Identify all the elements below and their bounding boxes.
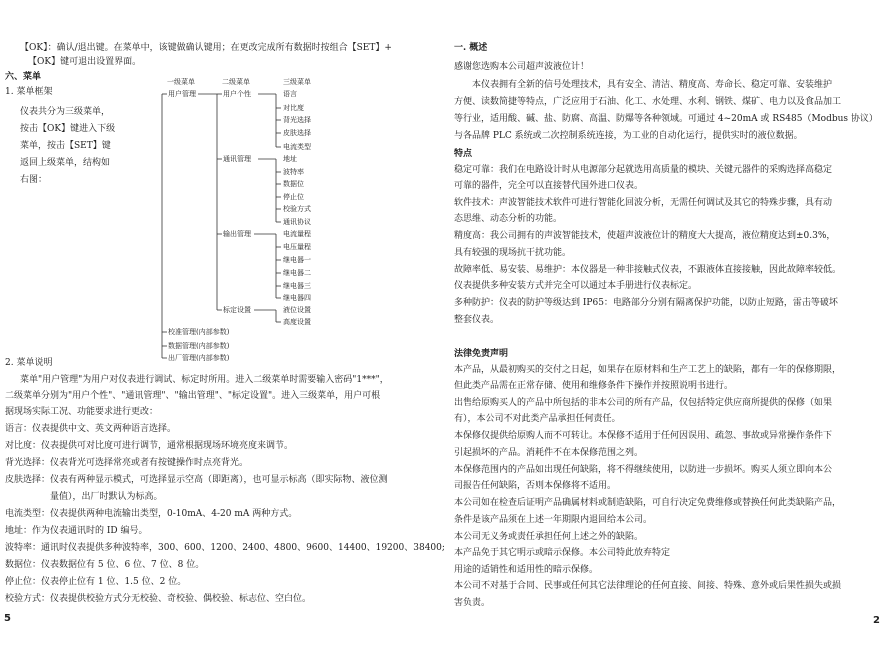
tree-leaf: 对比度 bbox=[283, 104, 304, 112]
paragraph-line: 背光选择：仪表背光可选择常亮或者有按键操作时点亮背光。 bbox=[5, 458, 249, 468]
paragraph-line: 地址：作为仪表通讯时的 ID 编号。 bbox=[5, 526, 148, 536]
tree-leaf: 继电器二 bbox=[283, 269, 311, 277]
tree-leaf: 皮肤选择 bbox=[283, 129, 311, 137]
paragraph-line: 感谢您选购本公司超声波液位计！ bbox=[454, 62, 590, 72]
tree-leaf: 电流量程 bbox=[283, 230, 311, 238]
paragraph-line: 可靠的器件，完全可以直接替代国外进口仪表。 bbox=[454, 181, 644, 191]
paragraph-line: 稳定可靠：我们在电路设计时从电源部分起就选用高质量的模块、关键元器件的采购选择高稳定 bbox=[454, 165, 833, 175]
paragraph-line: 语言：仪表提供中文、英文两种语言选择。 bbox=[5, 424, 177, 434]
paragraph-line: 害负责。 bbox=[454, 598, 491, 608]
paragraph-line: 本保修范围内的产品如出现任何缺陷，将不得继续使用，以防进一步损坏。购买人须立即向本公 bbox=[454, 465, 833, 475]
right-page bbox=[446, 0, 893, 668]
ok-key-description: 【OK】：确认/退出键。在菜单中，该键做确认键用；在更改完成所有数据时按组合【SET】+ bbox=[20, 43, 392, 53]
tree-header-level1: 一级菜单 bbox=[167, 78, 195, 86]
tree-leaf: 通讯协议 bbox=[283, 218, 311, 226]
tree-leaf: 电压量程 bbox=[283, 243, 311, 251]
paragraph-line: 精度高：我公司拥有的声波智能技术，使超声波液位计的精度大大提高，液位精度达到±0.3%， bbox=[454, 231, 836, 241]
paragraph-line: 本保修仅提供给原购人而不可转让。本保修不适用于任何因误用、疏忽、事故或异常操作条件下 bbox=[454, 431, 833, 441]
tree-leaf: 继电器四 bbox=[283, 294, 311, 302]
paragraph-line: 量值），出厂时默认为标高。 bbox=[50, 492, 163, 502]
tree-leaf: 液位设置 bbox=[283, 306, 311, 314]
tree-node-factory-management: 出厂管理(内部参数) bbox=[168, 354, 230, 362]
paragraph-line: 但此类产品需在正常存储、使用和维修条件下操作并按照说明书进行。 bbox=[454, 381, 734, 391]
paragraph-line: 本公司不对基于合同、民事或任何其它法律理论的任何直接、间接、特殊、意外或后果性损失或损 bbox=[454, 581, 842, 591]
paragraph-line: 菜单"用户管理"为用户对仪表进行调试、标定时所用。进入二级菜单时需要输入密码"1***"， bbox=[20, 375, 389, 385]
tree-header-level2: 二级菜单 bbox=[222, 78, 250, 86]
tree-node-output-management: 输出管理 bbox=[223, 230, 251, 238]
menu-description-title: 2. 菜单说明 bbox=[5, 358, 53, 368]
paragraph-line: 有），本公司不对此类产品承担任何责任。 bbox=[454, 414, 621, 424]
tree-leaf: 继电器一 bbox=[283, 256, 311, 264]
paragraph-line: 据现场实际工况、功能要求进行更改： bbox=[5, 407, 159, 417]
paragraph-line: 多种防护：仪表的防护等级达到 IP65：电路部分分别有隔离保护功能，以防止短路，雷击等破坏 bbox=[454, 298, 838, 308]
tree-leaf: 高度设置 bbox=[283, 318, 311, 326]
paragraph-line: 本产品免于其它明示或暗示保修。本公司特此放弃特定 bbox=[454, 548, 671, 558]
paragraph-line: 出售给原购买人的产品中所包括的非本公司的所有产品，仅包括特定供应商所提供的保修（如果 bbox=[454, 398, 833, 408]
tree-leaf: 校验方式 bbox=[283, 205, 311, 213]
paragraph-line: 对比度：仪表提供可对比度可进行调节，通常根据现场环境亮度来调节。 bbox=[5, 441, 294, 451]
paragraph-line: 本公司无义务或责任承担任何上述之外的缺陷。 bbox=[454, 532, 644, 542]
paragraph-line: 与各品牌 PLC 系统或二次控制系统连接，为工业的自动化运行，提供实时的液位数据。 bbox=[454, 131, 803, 141]
menu-tree-connectors bbox=[0, 0, 446, 380]
tree-leaf: 语言 bbox=[283, 90, 297, 98]
legal-disclaimer-title: 法律免责声明 bbox=[454, 349, 509, 359]
tree-leaf: 继电器三 bbox=[283, 282, 311, 290]
menu-framework-title: 1. 菜单框架 bbox=[5, 87, 53, 97]
tree-leaf: 波特率 bbox=[283, 168, 304, 176]
paragraph-line: 整套仪表。 bbox=[454, 315, 500, 325]
paragraph-line: 具有较强的现场抗干扰功能。 bbox=[454, 248, 572, 258]
ok-key-description-cont: 【OK】键可退出设置界面。 bbox=[28, 57, 142, 67]
overview-title: 一. 概述 bbox=[454, 43, 488, 53]
paragraph-line: 等行业，适用酸、碱、盐、防腐、高温、防爆等各种领域。可通过 4~20mA 或 RS485（Modbus 协议） bbox=[454, 114, 878, 124]
paragraph-line: 故障率低、易安装、易维护：本仪器是一种非接触式仪表，不跟液体直接接触，因此故障率较低。 bbox=[454, 265, 842, 275]
paragraph-line: 二级菜单分别为"用户个性"、"通讯管理"、"输出管理"、"标定设置"。进入三级菜单，用户可根 bbox=[5, 391, 381, 401]
tree-node-calibration-management: 校准管理(内部参数) bbox=[168, 328, 230, 336]
tree-leaf: 数据位 bbox=[283, 180, 304, 188]
paragraph-line: 条件是该产品须在上述一年期限内退回给本公司。 bbox=[454, 515, 653, 525]
section-title-menu: 六、菜单 bbox=[5, 72, 42, 82]
paragraph-line: 数据位：仪表数据位有 5 位、6 位、7 位、8 位。 bbox=[5, 560, 205, 570]
tree-node-calibration-setting: 标定设置 bbox=[223, 306, 251, 314]
paragraph-line: 本公司如在检查后证明产品确属材料或制造缺陷，可自行决定免费维修或替换任何此类缺陷产品， bbox=[454, 498, 842, 508]
tree-node-data-management: 数据管理(内部参数) bbox=[168, 342, 230, 350]
tree-header-level3: 三级菜单 bbox=[283, 78, 311, 86]
paragraph-line: 本产品，从最初购买的交付之日起，如果存在原材料和生产工艺上的缺陷，都有一年的保修期限， bbox=[454, 365, 842, 375]
tree-node-user-management: 用户管理 bbox=[168, 90, 196, 98]
paragraph-line: 皮肤选择：仪表有两种显示模式，可选择显示空高（即距离），也可显示标高（即实际物、液位测 bbox=[5, 475, 388, 485]
paragraph-line: 软件技术：声波智能技术软件可进行智能化回波分析，无需任何调试及其它的特殊步骤，具有动 bbox=[454, 198, 833, 208]
tree-leaf: 地址 bbox=[283, 155, 297, 163]
paragraph-line: 停止位：仪表停止位有 1 位、1.5 位、2 位。 bbox=[5, 577, 187, 587]
paragraph-line: 用途的适销性和适用性的暗示保修。 bbox=[454, 565, 599, 575]
features-title: 特点 bbox=[454, 149, 473, 159]
tree-leaf: 停止位 bbox=[283, 193, 304, 201]
paragraph-line: 方便、读数简捷等特点，广泛应用于石油、化工、水处理、水利、钢铁、煤矿、电力以及食品加工 bbox=[454, 97, 842, 107]
left-page bbox=[0, 0, 446, 668]
page-number: 5 bbox=[4, 613, 11, 624]
tree-node-comm-management: 通讯管理 bbox=[223, 155, 251, 163]
paragraph-line: 电流类型：仪表提供两种电流输出类型，0-10mA、4-20 mA 两种方式。 bbox=[5, 509, 298, 519]
tree-leaf: 背光选择 bbox=[283, 116, 311, 124]
paragraph-line: 校验方式：仪表提供校验方式分无校验、奇校验、偶校验、标志位、空白位。 bbox=[5, 594, 312, 604]
paragraph-line: 仪表提供多种安装方式并完全可以通过本手册进行仪表标定。 bbox=[454, 281, 698, 291]
paragraph-line: 波特率：通讯时仪表提供多种波特率，300、600、1200、2400、4800、9600、14400、19200、38400; bbox=[5, 543, 445, 553]
paragraph-line: 态思维、动态分析的功能。 bbox=[454, 214, 563, 224]
paragraph-line: 本仪表拥有全新的信号处理技术，具有安全、清洁、精度高、寿命长、稳定可靠、安装维护 bbox=[472, 80, 833, 90]
menu-framework-text: 仪表共分为三级菜单， 按击【OK】键进入下级 菜单，按击【SET】键 返回上级菜单，结构如 右图： bbox=[20, 107, 116, 185]
tree-node-user-personal: 用户个性 bbox=[223, 90, 251, 98]
paragraph-line: 司报告任何缺陷，否则本保修将不适用。 bbox=[454, 481, 617, 491]
tree-leaf: 电流类型 bbox=[283, 143, 311, 151]
paragraph-line: 引起损坏的产品。消耗件不在本保修范围之列。 bbox=[454, 448, 644, 458]
page-number: 2 bbox=[873, 615, 880, 626]
